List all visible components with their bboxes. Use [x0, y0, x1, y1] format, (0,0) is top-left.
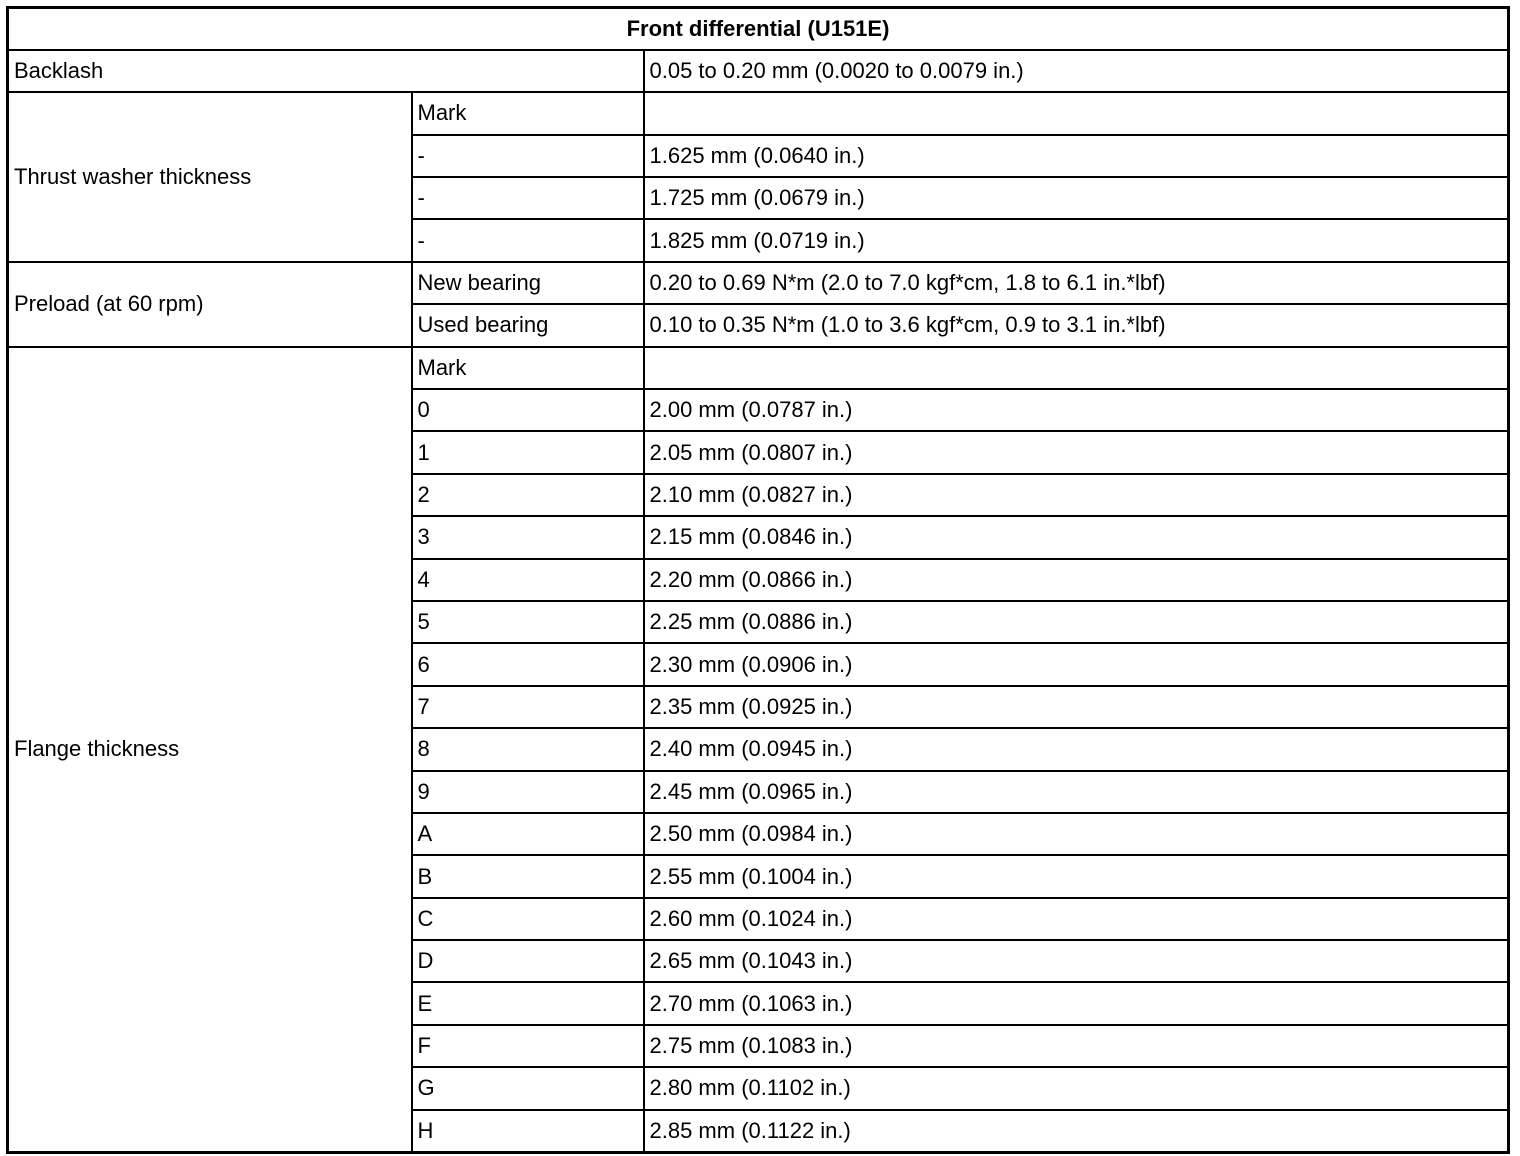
mark-cell: -: [412, 177, 644, 219]
mark-cell: C: [412, 898, 644, 940]
preload-label: Preload (at 60 rpm): [8, 262, 412, 347]
value-cell: 2.10 mm (0.0827 in.): [644, 474, 1509, 516]
value-cell: 2.55 mm (0.1004 in.): [644, 855, 1509, 897]
value-cell: 2.00 mm (0.0787 in.): [644, 389, 1509, 431]
mark-cell: 4: [412, 559, 644, 601]
value-cell: 0.20 to 0.69 N*m (2.0 to 7.0 kgf*cm, 1.8 to 6.1 in.*lbf): [644, 262, 1509, 304]
backlash-value: 0.05 to 0.20 mm (0.0020 to 0.0079 in.): [644, 50, 1509, 92]
mark-cell: 5: [412, 601, 644, 643]
value-cell: 2.65 mm (0.1043 in.): [644, 940, 1509, 982]
spec-table-body: [8, 8, 1509, 1153]
mark-cell: H: [412, 1110, 644, 1152]
mark-cell: Used bearing: [412, 304, 644, 346]
mark-cell: Mark: [412, 347, 644, 389]
mark-cell: 6: [412, 643, 644, 685]
value-cell: 2.45 mm (0.0965 in.): [644, 771, 1509, 813]
mark-cell: 7: [412, 686, 644, 728]
mark-cell: 3: [412, 516, 644, 558]
value-cell: 2.35 mm (0.0925 in.): [644, 686, 1509, 728]
value-cell: 1.625 mm (0.0640 in.): [644, 135, 1509, 177]
mark-cell: -: [412, 135, 644, 177]
value-cell: 2.75 mm (0.1083 in.): [644, 1025, 1509, 1067]
value-cell: 2.60 mm (0.1024 in.): [644, 898, 1509, 940]
value-cell: 2.30 mm (0.0906 in.): [644, 643, 1509, 685]
value-cell: 2.15 mm (0.0846 in.): [644, 516, 1509, 558]
value-cell: 0.10 to 0.35 N*m (1.0 to 3.6 kgf*cm, 0.9 to 3.1 in.*lbf): [644, 304, 1509, 346]
flange-label: Flange thickness: [8, 347, 412, 1152]
mark-cell: 2: [412, 474, 644, 516]
value-cell: 2.40 mm (0.0945 in.): [644, 728, 1509, 770]
mark-cell: A: [412, 813, 644, 855]
value-cell: 2.20 mm (0.0866 in.): [644, 559, 1509, 601]
mark-cell: F: [412, 1025, 644, 1067]
mark-cell: 9: [412, 771, 644, 813]
table-title: Front differential (U151E): [8, 8, 1509, 50]
value-cell: 2.80 mm (0.1102 in.): [644, 1067, 1509, 1109]
mark-cell: 0: [412, 389, 644, 431]
mark-cell: New bearing: [412, 262, 644, 304]
backlash-label: Backlash: [8, 50, 644, 92]
spec-table: [6, 6, 1510, 1154]
mark-cell: B: [412, 855, 644, 897]
table-row: [8, 262, 1509, 304]
backlash-row: [8, 50, 1509, 92]
value-cell: [644, 347, 1509, 389]
mark-cell: D: [412, 940, 644, 982]
mark-cell: -: [412, 219, 644, 261]
value-cell: 1.825 mm (0.0719 in.): [644, 219, 1509, 261]
value-cell: 2.25 mm (0.0886 in.): [644, 601, 1509, 643]
value-cell: 2.50 mm (0.0984 in.): [644, 813, 1509, 855]
mark-cell: G: [412, 1067, 644, 1109]
value-cell: 2.05 mm (0.0807 in.): [644, 431, 1509, 473]
value-cell: 2.70 mm (0.1063 in.): [644, 982, 1509, 1024]
mark-cell: 1: [412, 431, 644, 473]
value-cell: [644, 92, 1509, 134]
mark-cell: Mark: [412, 92, 644, 134]
value-cell: 2.85 mm (0.1122 in.): [644, 1110, 1509, 1152]
thrust-washer-label: Thrust washer thickness: [8, 92, 412, 262]
mark-cell: E: [412, 982, 644, 1024]
title-row: [8, 8, 1509, 50]
value-cell: 1.725 mm (0.0679 in.): [644, 177, 1509, 219]
table-row: [8, 347, 1509, 389]
mark-cell: 8: [412, 728, 644, 770]
table-row: [8, 92, 1509, 134]
